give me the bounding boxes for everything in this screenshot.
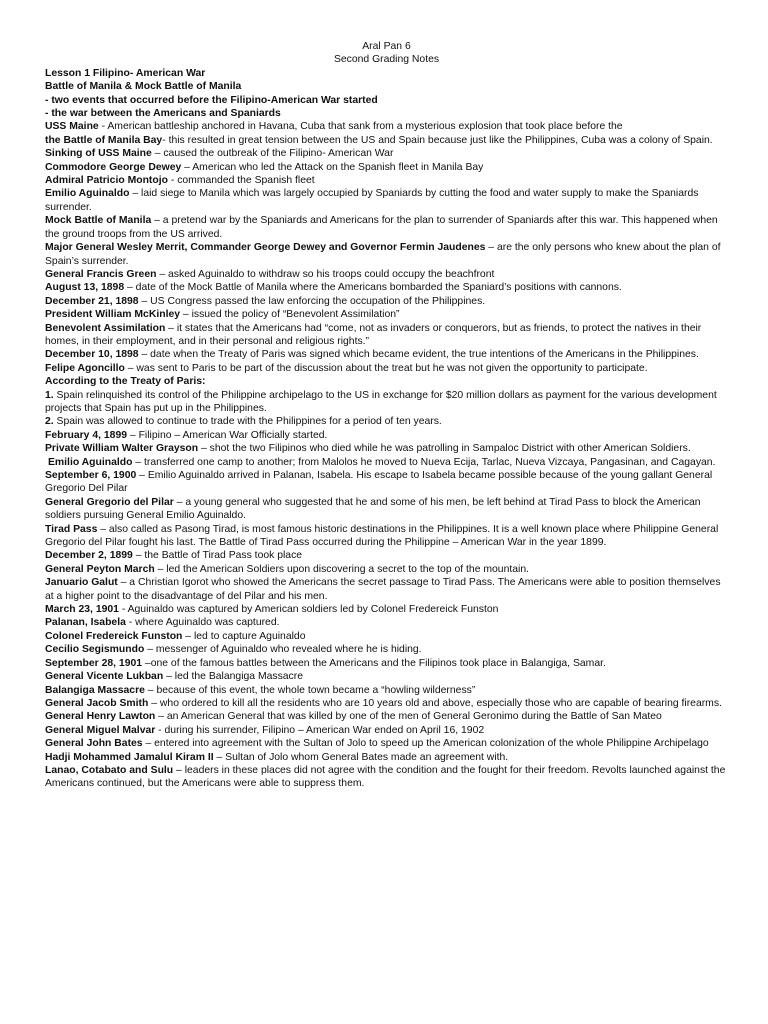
note-description: – caused the outbreak of the Filipino- American War <box>151 148 394 160</box>
note-entry <box>45 362 728 375</box>
note-term: Balangiga Massacre <box>45 684 145 696</box>
note-description: – laid siege to Manila which was largely occupied by Spaniards by cutting the food and water supply to make the Spaniards surrender. <box>45 188 699 213</box>
note-entry <box>45 415 728 428</box>
note-term: February 4, 1899 <box>45 429 128 441</box>
note-description: – led the Balangiga Massacre <box>163 671 303 683</box>
note-entry <box>45 576 728 603</box>
note-entry <box>45 268 728 281</box>
note-entry <box>45 147 728 160</box>
note-description: – are the only persons who knew about the plan of Spain’s surrender. <box>45 242 721 267</box>
note-entry <box>45 67 728 80</box>
note-description: – led the American Soldiers upon discovering a secret to the top of the mountain. <box>154 563 530 575</box>
note-term: General Vicente Lukban <box>45 671 164 683</box>
note-term: Palanan, Isabela <box>45 617 126 629</box>
note-entry <box>45 630 728 643</box>
note-entry <box>45 295 728 308</box>
note-description: Spain was allowed to continue to trade with the Philippines for a period of ten years. <box>53 416 442 428</box>
note-entry <box>45 603 728 616</box>
note-term: Commodore George Dewey <box>45 161 182 173</box>
note-term: General Jacob Smith <box>45 697 149 709</box>
note-description: – shot the two Filipinos who died while he was patrolling in Sampaloc District with other American Soldiers. <box>198 443 691 455</box>
note-entry <box>45 161 728 174</box>
note-description: – messenger of Aguinaldo who revealed where he is hiding. <box>144 644 422 656</box>
note-entry <box>45 214 728 241</box>
note-description: - commanded the Spanish fleet <box>167 175 315 187</box>
note-term: - two events that occurred before the Filipino-American War started <box>45 94 378 106</box>
note-term: Mock Battle of Manila <box>45 215 152 227</box>
note-description: – American who led the Attack on the Spanish fleet in Manila Bay <box>181 161 484 173</box>
note-term: Tirad Pass <box>45 523 98 535</box>
note-entry <box>45 549 728 562</box>
note-entry <box>45 670 728 683</box>
note-term: Benevolent Assimilation <box>45 322 166 334</box>
note-description: – date when the Treaty of Paris was signed which became evident, the true intentions of the Americans in the Philippines. <box>138 349 699 361</box>
note-entry <box>45 442 728 455</box>
note-description: – a Christian Igorot who showed the Americans the secret passage to Tirad Pass. The Americans were able to position themselves at a higher point to the disadvantage of del Pilar and his men. <box>45 577 721 602</box>
note-term: August 13, 1898 <box>45 282 125 294</box>
note-entry <box>45 107 728 120</box>
note-entry <box>45 751 728 764</box>
note-entry <box>45 469 728 496</box>
note-term: Major General Wesley Merrit, Commander George Dewey and Governor Fermin Jaudenes <box>45 242 486 254</box>
note-description: - this resulted in great tension between the US and Spain because just like the Philippines, Cuba was a colony of Spain. <box>162 134 713 146</box>
note-entry <box>45 429 728 442</box>
note-entry <box>45 563 728 576</box>
note-term: Cecilio Segismundo <box>45 644 145 656</box>
document-title: Aral Pan 6 <box>362 41 411 52</box>
note-entry <box>45 456 728 469</box>
note-description: – US Congress passed the law enforcing the occupation of the Philippines. <box>138 295 486 307</box>
note-entry <box>45 710 728 723</box>
note-term: Januario Galut <box>45 577 118 589</box>
note-entry <box>45 80 728 93</box>
note-entry <box>45 187 728 214</box>
note-entry <box>45 616 728 629</box>
note-description: – it states that the Americans had “come, not as invaders or conquerors, but as friends, to protect the natives in their homes, in their employment, and in their personal and religious rights.” <box>45 322 702 347</box>
note-term: USS Maine <box>45 121 99 133</box>
note-term: December 2, 1899 <box>45 550 133 562</box>
note-description: - Aguinaldo was captured by American soldiers led by Colonel Fredereick Funston <box>118 604 499 616</box>
note-term: General Peyton March <box>45 563 155 575</box>
note-entry <box>45 94 728 107</box>
note-description: – Filipino – American War Officially started. <box>127 429 328 441</box>
note-entry <box>45 643 728 656</box>
note-description: – issued the policy of “Benevolent Assimilation” <box>180 309 400 321</box>
note-term: Emilio Aguinaldo <box>45 188 130 200</box>
note-term: General John Bates <box>45 738 143 750</box>
note-entry <box>45 737 728 750</box>
note-description: – was sent to Paris to be part of the discussion about the treat but he was not given the opportunity to participate. <box>124 362 648 374</box>
note-description: – transferred one camp to another; from Malolos he moved to Nueva Ecija, Tarlac, Nueva Vizcaya, Pangasinan, and Cagayan. <box>132 456 716 468</box>
note-entry <box>45 348 728 361</box>
note-entry <box>45 697 728 710</box>
note-description: – leaders in these places did not agree with the condition and the fought for their freedom. Revolts launched against the Americans continued, but the Americans were able to suppress them. <box>45 764 726 790</box>
note-term: March 23, 1901 <box>45 604 119 616</box>
note-description: – entered into agreement with the Sultan of Jolo to speed up the American colonization of the whole Philippine Archipelago <box>142 738 709 750</box>
note-term: According to the Treaty of Paris: <box>45 376 206 388</box>
note-entry <box>45 308 728 321</box>
note-entry <box>45 523 728 550</box>
note-entry <box>45 174 728 187</box>
note-description: – led to capture Aguinaldo <box>182 630 306 642</box>
note-term: Lesson 1 Filipino- American War <box>45 67 206 79</box>
note-entry <box>45 120 728 133</box>
note-term: Felipe Agoncillo <box>45 362 125 374</box>
note-term: - the war between the Americans and Spaniards <box>45 108 281 120</box>
note-description: – a young general who suggested that he and some of his men, be left behind at Tirad Pass to block the American soldiers pursuing General Emilio Aguinaldo. <box>45 496 701 522</box>
note-term: 2. <box>45 416 54 428</box>
note-entry <box>45 684 728 697</box>
note-entry <box>45 496 728 523</box>
note-term: Admiral Patricio Montojo <box>45 175 168 187</box>
note-term: 1. <box>45 389 54 401</box>
note-description: – a pretend war by the Spaniards and Americans for the plan to surrender of Spaniards after this war. This happened when the ground troops from the US arrived. <box>45 215 718 240</box>
note-entry <box>45 241 728 268</box>
note-description: – who ordered to kill all the residents who are 10 years old and above, especially those who are capable of bearing firearms. <box>148 697 722 709</box>
note-term: General Henry Lawton <box>45 711 156 723</box>
note-entry <box>45 281 728 294</box>
document-subtitle: Second Grading Notes <box>333 54 440 66</box>
note-term: Colonel Fredereick Funston <box>45 630 183 642</box>
note-description: – asked Aguinaldo to withdraw so his troops could occupy the beachfront <box>156 268 495 280</box>
note-description: - during his surrender, Filipino – American War ended on April 16, 1902 <box>155 724 485 736</box>
note-description: – also called as Pasong Tirad, is most famous historic destinations in the Philippines. It is a well known place where Philippine General Gregorio del Pilar fought his last. The Battle of Tirad Pass occurred during the Philippine – American War in the year 1899. <box>45 523 719 549</box>
notes-body <box>45 67 728 791</box>
note-entry <box>45 375 728 388</box>
note-term: December 10, 1898 <box>45 349 139 361</box>
note-entry <box>45 134 728 147</box>
note-entry <box>45 322 728 349</box>
note-term: Private William Walter Grayson <box>45 443 199 455</box>
note-term: September 28, 1901 <box>45 657 143 669</box>
note-entry <box>45 389 728 416</box>
note-description: – Sultan of Jolo whom General Bates made an agreement with. <box>213 751 509 763</box>
note-term: Lanao, Cotabato and Sulu <box>45 764 174 776</box>
note-term: Sinking of USS Maine <box>45 148 152 160</box>
note-term: Hadji Mohammed Jamalul Kiram II <box>45 751 214 763</box>
note-description: – the Battle of Tirad Pass took place <box>132 550 303 562</box>
note-description: – an American General that was killed by one of the men of General Geronimo during the Battle of San Mateo <box>155 711 662 723</box>
note-term: December 21, 1898 <box>45 295 139 307</box>
note-term: Battle of Manila & Mock Battle of Manila <box>45 81 242 93</box>
note-term: September 6, 1900 <box>45 470 137 481</box>
note-term: General Francis Green <box>45 268 157 280</box>
note-description: –one of the famous battles between the Americans and the Filipinos took place in Balangiga, Samar. <box>142 657 606 669</box>
note-term: General Gregorio del Pilar <box>45 496 174 508</box>
note-entry <box>45 724 728 737</box>
note-term: Emilio Aguinaldo <box>48 456 133 468</box>
note-entry <box>45 657 728 670</box>
note-term: the Battle of Manila Bay <box>45 134 163 146</box>
note-description: – Emilio Aguinaldo arrived in Palanan, Isabela. His escape to Isabela became possible because of the young gallant General Gregorio Del Pilar <box>45 470 713 495</box>
note-description: – because of this event, the whole town became a “howling wilderness” <box>144 684 476 696</box>
note-term: President William McKinley <box>45 309 181 321</box>
note-term: General Miguel Malvar <box>45 724 156 736</box>
note-description: – date of the Mock Battle of Manila where the Americans bombarded the Spaniard’s positions with cannons. <box>124 282 622 294</box>
note-description: - American battleship anchored in Havana, Cuba that sank from a mysterious explosion that took place before the <box>98 121 623 133</box>
note-description: Spain relinquished its control of the Philippine archipelago to the US in exchange for $20 million dollars as payment for the various development projects that Spain has put up in the Philippines. <box>45 389 717 414</box>
document-header <box>45 40 728 67</box>
note-entry <box>45 764 728 791</box>
note-description: - where Aguinaldo was captured. <box>125 617 280 629</box>
